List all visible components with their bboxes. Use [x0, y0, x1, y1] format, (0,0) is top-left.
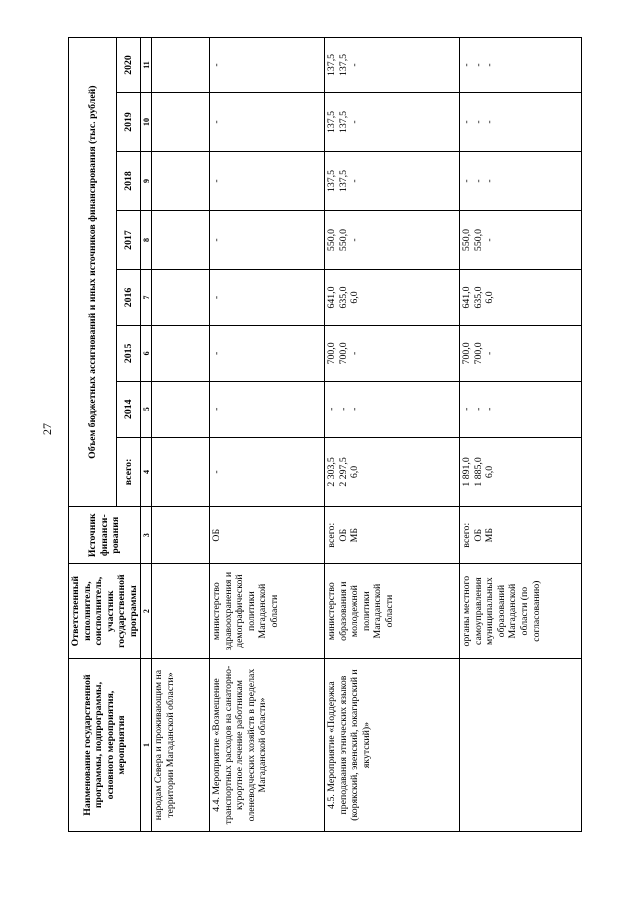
value-entry: -	[349, 63, 361, 67]
value-cell	[210, 270, 325, 326]
value-entry: -	[211, 470, 223, 474]
header-year-5: 2018	[116, 151, 141, 210]
value-entry: 700,0	[461, 342, 473, 365]
value-entry: -	[484, 179, 496, 183]
value-entry: 700,0	[326, 342, 338, 365]
value-entry: -	[349, 179, 361, 183]
value-entry: 2 297,5	[337, 457, 349, 487]
value-entry: -	[484, 351, 496, 355]
value-entry: 550,0	[472, 229, 484, 252]
row-executor-cell: органы местного самоуправления муниципальных образований Магаданской области (по согласованию)	[460, 564, 582, 659]
value-entry: 550,0	[337, 229, 349, 252]
header-year-7: 2020	[116, 38, 141, 93]
row-source-cell	[325, 507, 460, 564]
source-label: ОБ	[211, 528, 223, 542]
value-entry: 137,5	[326, 110, 338, 133]
value-entry: 137,5	[326, 53, 338, 76]
row-executor-cell: министерство образования и молодежной политики Магаданской области	[325, 564, 460, 659]
value-entry: -	[472, 179, 484, 183]
value-cell	[210, 38, 325, 93]
row-name-cell	[460, 659, 582, 832]
value-entry: -	[461, 63, 473, 67]
column-number-10: 11	[141, 38, 152, 93]
value-entry: 1 885,0	[472, 457, 484, 487]
row-executor-cell: министерство здравоохранения и демографической политики Магаданской области	[210, 564, 325, 659]
value-entry: 6,0	[484, 465, 496, 479]
row-name-cell: народам Севера и проживающим на территории Магаданской области»	[152, 659, 210, 832]
value-entry: -	[461, 179, 473, 183]
value-cell	[460, 270, 582, 326]
value-cell	[325, 325, 460, 381]
value-entry: -	[484, 238, 496, 242]
row-source-cell	[460, 507, 582, 564]
page-number-text: 27	[40, 423, 54, 435]
value-entry: 2 303,5	[326, 457, 338, 487]
table-row	[325, 38, 460, 832]
value-entry: -	[484, 120, 496, 124]
value-cell	[325, 270, 460, 326]
value-entry: -	[472, 407, 484, 411]
row-source-cell	[210, 507, 325, 564]
column-number-3: 4	[141, 437, 152, 507]
value-entry: -	[349, 351, 361, 355]
header-col-source: Источник финанси-рования	[69, 507, 141, 564]
value-cell	[460, 325, 582, 381]
value-entry: 137,5	[337, 53, 349, 76]
column-number-9: 10	[141, 92, 152, 151]
value-entry: 137,5	[337, 110, 349, 133]
column-number-4: 5	[141, 381, 152, 437]
value-entry: -	[211, 63, 223, 67]
value-entry: 1 891,0	[461, 457, 473, 487]
value-cell	[152, 151, 210, 210]
source-label: всего:	[461, 522, 473, 548]
value-entry: 550,0	[461, 229, 473, 252]
source-label: всего:	[326, 522, 338, 548]
value-entry: -	[484, 63, 496, 67]
header-year-4: 2017	[116, 211, 141, 270]
value-entry: 6,0	[484, 291, 496, 304]
value-entry: 635,0	[472, 286, 484, 309]
value-entry: -	[484, 407, 496, 411]
column-number-2: 3	[141, 507, 152, 564]
value-entry: 641,0	[461, 286, 473, 309]
value-entry: 635,0	[337, 286, 349, 309]
value-entry: -	[461, 407, 473, 411]
value-cell	[152, 211, 210, 270]
value-entry: -	[211, 238, 223, 242]
value-entry: 641,0	[326, 286, 338, 309]
value-entry: -	[211, 351, 223, 355]
value-cell	[325, 38, 460, 93]
header-year-3: 2016	[116, 270, 141, 326]
row-name-cell: 4.4. Мероприятие «Возмещение транспортных расходов на санаторно-курортное лечение работникам оленеводческих хозяйств в пределах Магаданской области»	[210, 659, 325, 832]
value-cell	[152, 38, 210, 93]
rotated-table-wrapper	[68, 37, 566, 832]
value-cell	[152, 325, 210, 381]
value-entry: -	[211, 120, 223, 124]
column-number-5: 6	[141, 325, 152, 381]
header-col-name: Наименование государственной программы, подпрограммы, основного мероприятия, мероприятия	[69, 659, 141, 832]
row-name-cell: 4.5. Мероприятие «Поддержка преподавания этнических языков (корякский, эвенский, юкагирский и якутский)»	[325, 659, 460, 832]
table-row	[210, 38, 325, 832]
header-financing-group: Объем бюджетных ассигнований и иных источников финансирования (тыс. рублей)	[69, 38, 117, 507]
value-cell	[460, 211, 582, 270]
value-entry: 6,0	[349, 291, 361, 304]
value-cell	[210, 325, 325, 381]
value-entry: -	[337, 407, 349, 411]
value-entry: 700,0	[337, 342, 349, 365]
value-cell	[210, 92, 325, 151]
value-cell	[325, 381, 460, 437]
value-cell	[325, 151, 460, 210]
value-cell	[460, 437, 582, 507]
header-row-numbers	[141, 38, 152, 832]
financing-table	[68, 37, 582, 832]
value-entry: 700,0	[472, 342, 484, 365]
row-executor-cell	[152, 564, 210, 659]
value-entry: -	[211, 179, 223, 183]
value-cell	[325, 211, 460, 270]
value-cell	[325, 437, 460, 507]
column-number-8: 9	[141, 151, 152, 210]
value-cell	[325, 92, 460, 151]
value-entry: -	[472, 120, 484, 124]
table-row	[152, 38, 210, 832]
value-entry: -	[461, 120, 473, 124]
header-year-6: 2019	[116, 92, 141, 151]
value-cell	[460, 151, 582, 210]
value-cell	[152, 92, 210, 151]
value-entry: 6,0	[349, 465, 361, 479]
header-year-2: 2015	[116, 325, 141, 381]
value-entry: 550,0	[326, 229, 338, 252]
column-number-1: 2	[141, 564, 152, 659]
source-label: МБ	[484, 528, 496, 543]
value-entry: 137,5	[337, 169, 349, 193]
column-number-7: 8	[141, 211, 152, 270]
value-entry: -	[349, 238, 361, 242]
value-entry: -	[472, 63, 484, 67]
value-cell	[210, 211, 325, 270]
value-cell	[152, 270, 210, 326]
value-entry: -	[211, 407, 223, 411]
source-label: ОБ	[472, 528, 484, 542]
value-entry: -	[349, 120, 361, 124]
value-cell	[210, 381, 325, 437]
source-label: МБ	[349, 528, 361, 543]
value-entry: -	[211, 295, 223, 300]
value-entry: -	[326, 407, 338, 411]
value-cell	[460, 381, 582, 437]
value-cell	[210, 437, 325, 507]
header-col-executor: Ответственный исполнитель, соисполнитель, участник государственной программы	[69, 564, 141, 659]
value-entry: -	[349, 407, 361, 411]
table-row	[460, 38, 582, 832]
header-year-0: всего:	[116, 437, 141, 507]
value-cell	[460, 92, 582, 151]
column-number-6: 7	[141, 270, 152, 326]
value-cell	[152, 437, 210, 507]
row-source-cell	[152, 507, 210, 564]
value-entry: 137,5	[326, 169, 338, 193]
value-cell	[152, 381, 210, 437]
source-label: ОБ	[337, 528, 349, 542]
header-year-1: 2014	[116, 381, 141, 437]
header-row-top	[69, 38, 117, 832]
value-cell	[460, 38, 582, 93]
column-number-0: 1	[141, 659, 152, 832]
value-cell	[210, 151, 325, 210]
